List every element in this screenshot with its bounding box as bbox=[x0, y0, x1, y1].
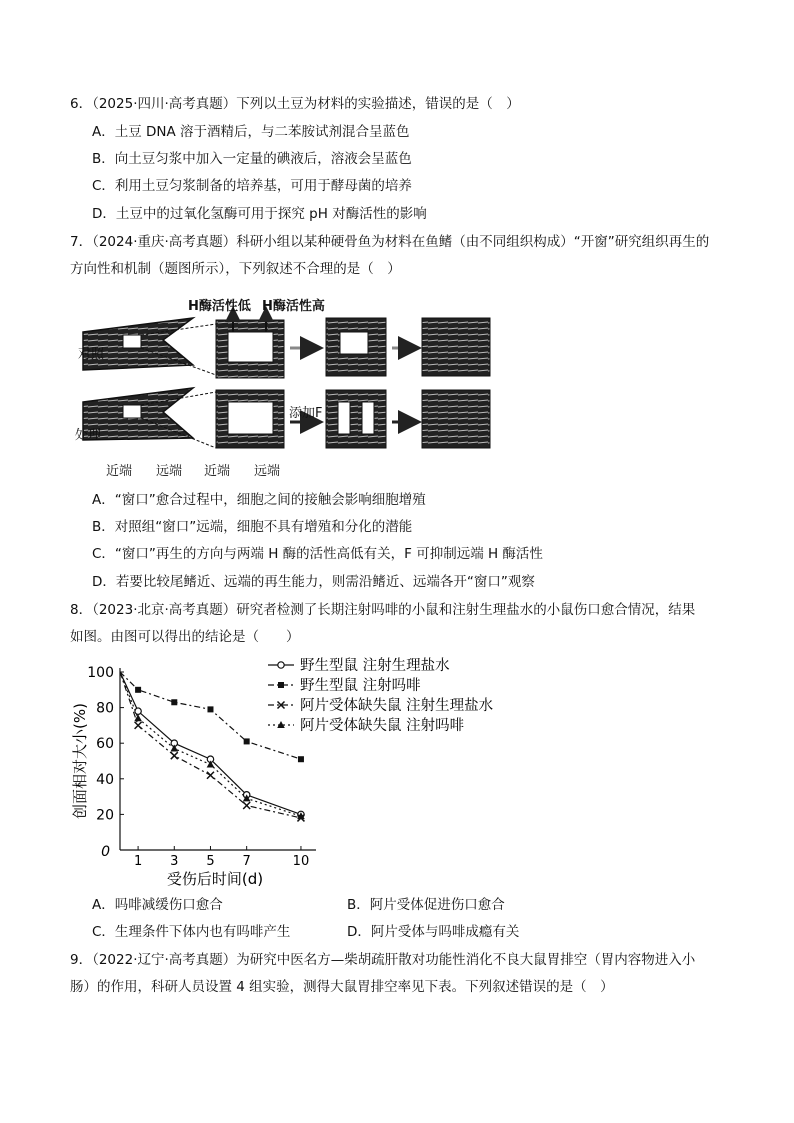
y-tick-label: 0 bbox=[101, 844, 110, 860]
question-9-stem-line1: 9．（2022·辽宁·高考真题）为研究中医名方—柴胡疏肝散对功能性消化不良大鼠胃排空（胃内容物进入小 bbox=[70, 952, 696, 968]
proximal-label-1: 近端 bbox=[106, 464, 133, 479]
h-enzyme-high-label: H酶活性高 bbox=[262, 299, 325, 314]
legend-label-4: 阿片受体缺失鼠 注射吗啡 bbox=[300, 718, 465, 734]
add-f-label: 添加F bbox=[289, 406, 323, 421]
x-tick-label: 5 bbox=[206, 854, 215, 869]
y-tick-label: 60 bbox=[96, 736, 114, 753]
series-4-point bbox=[134, 714, 142, 721]
question-7-stem-line2: 方向性和机制（题图所示），下列叙述不合理的是（ ） bbox=[70, 261, 401, 277]
legend-marker-2 bbox=[278, 682, 284, 688]
series-1-point bbox=[135, 708, 141, 714]
treatment-label: 处理 bbox=[75, 428, 102, 443]
series-3-point bbox=[207, 772, 214, 779]
series-2-point bbox=[171, 699, 177, 705]
distal-label-1: 远端 bbox=[156, 464, 183, 479]
legend-label-1: 野生型鼠 注射生理盐水 bbox=[300, 658, 450, 674]
treatment-fin-window bbox=[123, 405, 141, 418]
proximal-label-2: 近端 bbox=[204, 464, 231, 479]
legend-label-2: 野生型鼠 注射吗啡 bbox=[300, 678, 421, 694]
q7-option-b: B．对照组“窗口”远端，细胞不具有增殖和分化的潜能 bbox=[92, 519, 413, 535]
q6-option-d: D．土豆中的过氧化氢酶可用于探究 pH 对酶活性的影响 bbox=[92, 206, 427, 222]
q6-option-b: B．向土豆匀浆中加入一定量的碘液后，溶液会呈蓝色 bbox=[92, 151, 412, 167]
q8-option-b: B．阿片受体促进伤口愈合 bbox=[347, 897, 505, 913]
fin-diagram bbox=[68, 290, 508, 480]
series-3-point bbox=[243, 802, 250, 809]
h-enzyme-low-label: H酶活性低 bbox=[188, 299, 251, 314]
q7-option-d: D．若要比较尾鳍近、远端的再生能力，则需沿鳍近、远端各开“窗口”观察 bbox=[92, 574, 535, 590]
y-tick-label: 100 bbox=[87, 665, 114, 681]
q7-option-a: A．“窗口”愈合过程中，细胞之间的接触会影响细胞增殖 bbox=[92, 492, 426, 508]
y-tick-label: 40 bbox=[96, 771, 114, 788]
q8-option-c: C．生理条件下体内也有吗啡产生 bbox=[92, 924, 291, 940]
q8-option-d: D．阿片受体与吗啡成瘾有关 bbox=[347, 924, 520, 940]
question-7-stem-line1: 7．（2024·重庆·高考真题）科研小组以某种硬骨鱼为材料在鱼鳍（由不同组织构成）“开窗”研究组织再生的 bbox=[70, 234, 710, 250]
wound-healing-chart bbox=[68, 650, 528, 890]
question-8-stem-line2: 如图。由图可以得出的结论是（ ） bbox=[70, 629, 300, 645]
control-fin-window bbox=[123, 335, 141, 348]
series-line-3 bbox=[120, 672, 301, 818]
series-2-point bbox=[298, 756, 304, 762]
question-8-stem-line1: 8．（2023·北京·高考真题）研究者检测了长期注射吗啡的小鼠和注射生理盐水的小鼠伤口愈合情况，结果 bbox=[70, 602, 696, 618]
x-tick-label: 3 bbox=[170, 854, 179, 869]
series-3-point bbox=[171, 752, 178, 759]
x-tick-label: 1 bbox=[133, 854, 143, 869]
series-3-point bbox=[135, 722, 142, 729]
y-tick-label: 80 bbox=[96, 700, 114, 717]
q7-option-c: C．“窗口”再生的方向与两端 H 酶的活性高低有关，F 可抑制远端 H 酶活性 bbox=[92, 546, 543, 562]
question-9-stem-line2: 肠）的作用，科研人员设置 4 组实验，测得大鼠胃排空率见下表。下列叙述错误的是（ ） bbox=[70, 979, 614, 995]
y-axis-label: 创面相对大小(%) bbox=[71, 703, 89, 819]
control-label: 对照 bbox=[78, 347, 105, 362]
y-tick-label: 20 bbox=[96, 807, 114, 824]
x-tick-label: 10 bbox=[292, 854, 310, 869]
fin-regeneration-figure bbox=[68, 290, 508, 480]
question-6-stem: 6．（2025·四川·高考真题）下列以土豆为材料的实验描述，错误的是（ ） bbox=[70, 96, 520, 112]
q6-option-c: C．利用土豆匀浆制备的培养基，可用于酵母菌的培养 bbox=[92, 178, 412, 194]
legend-marker-1 bbox=[278, 662, 284, 668]
series-2-point bbox=[135, 687, 141, 693]
treatment-healed-stage bbox=[422, 390, 490, 448]
series-line-1 bbox=[120, 672, 301, 814]
series-2-point bbox=[207, 706, 213, 712]
q6-option-a: A．土豆 DNA 溶于酒精后，与二苯胺试剂混合呈蓝色 bbox=[92, 124, 410, 140]
x-tick-label: 7 bbox=[242, 854, 251, 869]
control-healed-stage bbox=[422, 318, 490, 376]
distal-label-2: 远端 bbox=[254, 464, 281, 479]
series-line-4 bbox=[120, 672, 301, 816]
series-2-point bbox=[244, 738, 250, 744]
x-axis-label: 受伤后时间(d) bbox=[166, 870, 264, 888]
legend-label-3: 阿片受体缺失鼠 注射生理盐水 bbox=[300, 698, 494, 714]
treatment-regrowth-stage bbox=[326, 390, 386, 448]
q8-option-a: A．吗啡减缓伤口愈合 bbox=[92, 897, 223, 913]
